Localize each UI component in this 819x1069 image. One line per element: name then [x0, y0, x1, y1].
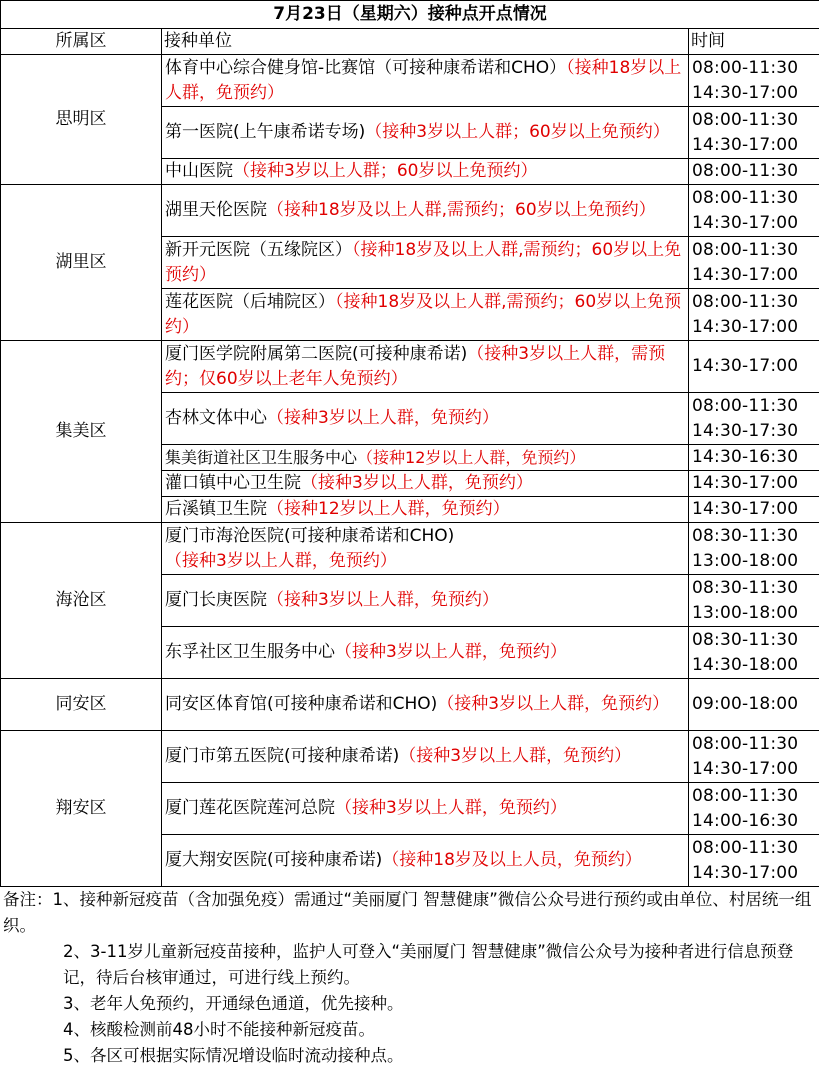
time-cell	[689, 237, 819, 289]
unit-note: （接种3岁以上人群，免预约）	[335, 798, 567, 818]
unit-name: 中山医院	[165, 161, 233, 181]
header-row	[1, 29, 819, 55]
unit-name: 厦门医学院附属第二医院(可接种康希诺)	[165, 344, 467, 364]
unit-cell	[162, 835, 689, 887]
time-slot: 09:00-18:00	[692, 692, 819, 717]
unit-cell	[162, 575, 689, 627]
notes-section	[0, 887, 819, 1069]
unit-cell	[162, 341, 689, 393]
unit-cell	[162, 731, 689, 783]
unit-name: 厦门市海沧医院(可接种康希诺和CHO)	[165, 526, 454, 546]
unit-name: 莲花医院（后埔院区）	[165, 292, 335, 312]
unit-note: （接种18岁及以上人员，免预约）	[382, 850, 642, 870]
time-cell	[689, 185, 819, 237]
time-cell	[689, 445, 819, 471]
table-row	[1, 185, 819, 237]
note-line: 4、核酸检测前48小时不能接种新冠疫苗。	[3, 1017, 816, 1043]
unit-note: （接种3岁以上人群；60岁以上免预约）	[233, 161, 537, 181]
time-slot: 14:30-17:00	[692, 354, 819, 379]
unit-cell	[162, 783, 689, 835]
title-row	[1, 1, 819, 29]
time-slot: 14:30-17:30	[692, 419, 819, 444]
header-unit: 接种单位	[162, 29, 689, 55]
unit-cell	[162, 55, 689, 107]
district-cell: 海沧区	[1, 523, 162, 679]
time-slot: 14:30-17:00	[692, 211, 819, 236]
unit-name: 厦门莲花医院莲河总院	[165, 798, 335, 818]
time-slot: 08:30-11:30	[692, 576, 819, 601]
table-row	[1, 679, 819, 731]
unit-note: （接种12岁以上人群，免预约）	[267, 499, 510, 519]
unit-cell	[162, 159, 689, 185]
time-slot: 14:30-17:00	[692, 861, 819, 886]
time-cell	[689, 627, 819, 679]
time-cell	[689, 393, 819, 445]
header-time: 时间	[689, 29, 819, 55]
unit-note: （接种3岁以上人群，需预约；仅60岁以上老年人免预约）	[165, 344, 665, 389]
district-cell: 集美区	[1, 341, 162, 523]
time-slot: 14:30-17:00	[692, 497, 819, 522]
district-cell: 翔安区	[1, 731, 162, 887]
time-cell	[689, 289, 819, 341]
unit-note: （接种18岁及以上人群,需预约；60岁以上免预约）	[267, 200, 656, 220]
page-title: 7月23日（星期六）接种点开点情况	[1, 1, 819, 29]
unit-cell	[162, 393, 689, 445]
time-slot: 08:30-11:30	[692, 524, 819, 549]
unit-note: （接种3岁以上人群，免预约）	[437, 694, 669, 714]
time-cell	[689, 497, 819, 523]
table-row	[1, 731, 819, 783]
time-slot: 13:00-18:00	[692, 549, 819, 574]
unit-cell	[162, 497, 689, 523]
time-slot: 08:00-11:30	[692, 56, 819, 81]
time-slot: 08:00-11:30	[692, 186, 819, 211]
district-cell: 思明区	[1, 55, 162, 185]
time-slot: 08:00-11:30	[692, 732, 819, 757]
unit-cell	[162, 471, 689, 497]
unit-name: 同安区体育馆(可接种康希诺和CHO)	[165, 694, 437, 714]
unit-name: 厦大翔安医院(可接种康希诺)	[165, 850, 382, 870]
district-cell: 同安区	[1, 679, 162, 731]
time-slot: 13:00-18:00	[692, 601, 819, 626]
unit-cell	[162, 107, 689, 159]
unit-note: （接种18岁以上人群，免预约）	[165, 58, 681, 103]
unit-cell	[162, 627, 689, 679]
unit-cell	[162, 289, 689, 341]
unit-name: 湖里天伦医院	[165, 200, 267, 220]
unit-note: （接种3岁以上人群，免预约）	[267, 590, 499, 610]
time-cell	[689, 471, 819, 497]
unit-note: （接种18岁及以上人群,需预约；60岁以上免预约）	[165, 292, 681, 337]
table-row	[1, 55, 819, 107]
unit-cell	[162, 523, 689, 575]
district-cell: 湖里区	[1, 185, 162, 341]
unit-cell	[162, 445, 689, 471]
unit-name: 厦门市第五医院(可接种康希诺)	[165, 746, 399, 766]
time-cell	[689, 835, 819, 887]
time-slot: 14:30-17:00	[692, 757, 819, 782]
unit-cell	[162, 679, 689, 731]
time-slot: 14:30-17:00	[692, 81, 819, 106]
unit-note: （接种3岁以上人群，免预约）	[335, 642, 567, 662]
time-cell	[689, 783, 819, 835]
time-cell	[689, 731, 819, 783]
time-slot: 08:00-11:30	[692, 159, 819, 184]
time-cell	[689, 107, 819, 159]
unit-note: （接种3岁以上人群，免预约）	[165, 551, 397, 571]
unit-name: 杏林文体中心	[165, 408, 267, 428]
time-slot: 14:30-16:30	[692, 445, 819, 470]
time-slot: 14:30-18:00	[692, 653, 819, 678]
time-slot: 08:00-11:30	[692, 290, 819, 315]
unit-note: （接种3岁以上人群，免预约）	[267, 408, 499, 428]
table-row	[1, 341, 819, 393]
time-cell	[689, 341, 819, 393]
time-slot: 14:30-17:00	[692, 315, 819, 340]
time-slot: 08:30-11:30	[692, 628, 819, 653]
note-line: 2、3-11岁儿童新冠疫苗接种，监护人可登入“美丽厦门 智慧健康”微信公众号为接种者进行信息预登记，待后台核审通过，可进行线上预约。	[3, 939, 816, 991]
header-district: 所属区	[1, 29, 162, 55]
time-slot: 08:00-11:30	[692, 784, 819, 809]
unit-name: 后溪镇卫生院	[165, 499, 267, 519]
unit-name: 灌口镇中心卫生院	[165, 473, 301, 493]
time-slot: 14:00-16:30	[692, 809, 819, 834]
note-line: 5、各区可根据实际情况增设临时流动接种点。	[3, 1043, 816, 1069]
time-slot: 14:30-17:00	[692, 471, 819, 496]
time-cell	[689, 679, 819, 731]
unit-note: （接种18岁及以上人群,需预约；60岁以上免预约）	[165, 240, 681, 285]
unit-name: 集美街道社区卫生服务中心	[165, 448, 357, 467]
unit-name: 体育中心综合健身馆-比赛馆（可接种康希诺和CHO）	[165, 58, 566, 78]
unit-note: （接种12岁以上人群，免预约）	[357, 448, 585, 467]
unit-name: 新开元医院（五缘院区）	[165, 240, 352, 260]
unit-note: （接种3岁以上人群，免预约）	[399, 746, 631, 766]
time-cell	[689, 523, 819, 575]
unit-name: 第一医院(上午康希诺专场)	[165, 122, 365, 142]
unit-note: （接种3岁以上人群；60岁以上免预约）	[365, 122, 669, 142]
unit-name: 东孚社区卫生服务中心	[165, 642, 335, 662]
note-line: 3、老年人免预约，开通绿色通道，优先接种。	[3, 991, 816, 1017]
unit-note: （接种3岁以上人群，免预约）	[301, 473, 533, 493]
table-row	[1, 523, 819, 575]
time-slot: 14:30-17:00	[692, 133, 819, 158]
unit-cell	[162, 237, 689, 289]
time-cell	[689, 159, 819, 185]
time-slot: 08:00-11:30	[692, 108, 819, 133]
time-slot: 08:00-11:30	[692, 394, 819, 419]
note-line: 备注：1、接种新冠疫苗（含加强免疫）需通过“美丽厦门 智慧健康”微信公众号进行预约或由单位、村居统一组织。	[3, 887, 816, 939]
time-slot: 08:00-11:30	[692, 836, 819, 861]
time-cell	[689, 55, 819, 107]
unit-cell	[162, 185, 689, 237]
unit-name: 厦门长庚医院	[165, 590, 267, 610]
time-slot: 08:00-11:30	[692, 238, 819, 263]
time-cell	[689, 575, 819, 627]
time-slot: 14:30-17:00	[692, 263, 819, 288]
